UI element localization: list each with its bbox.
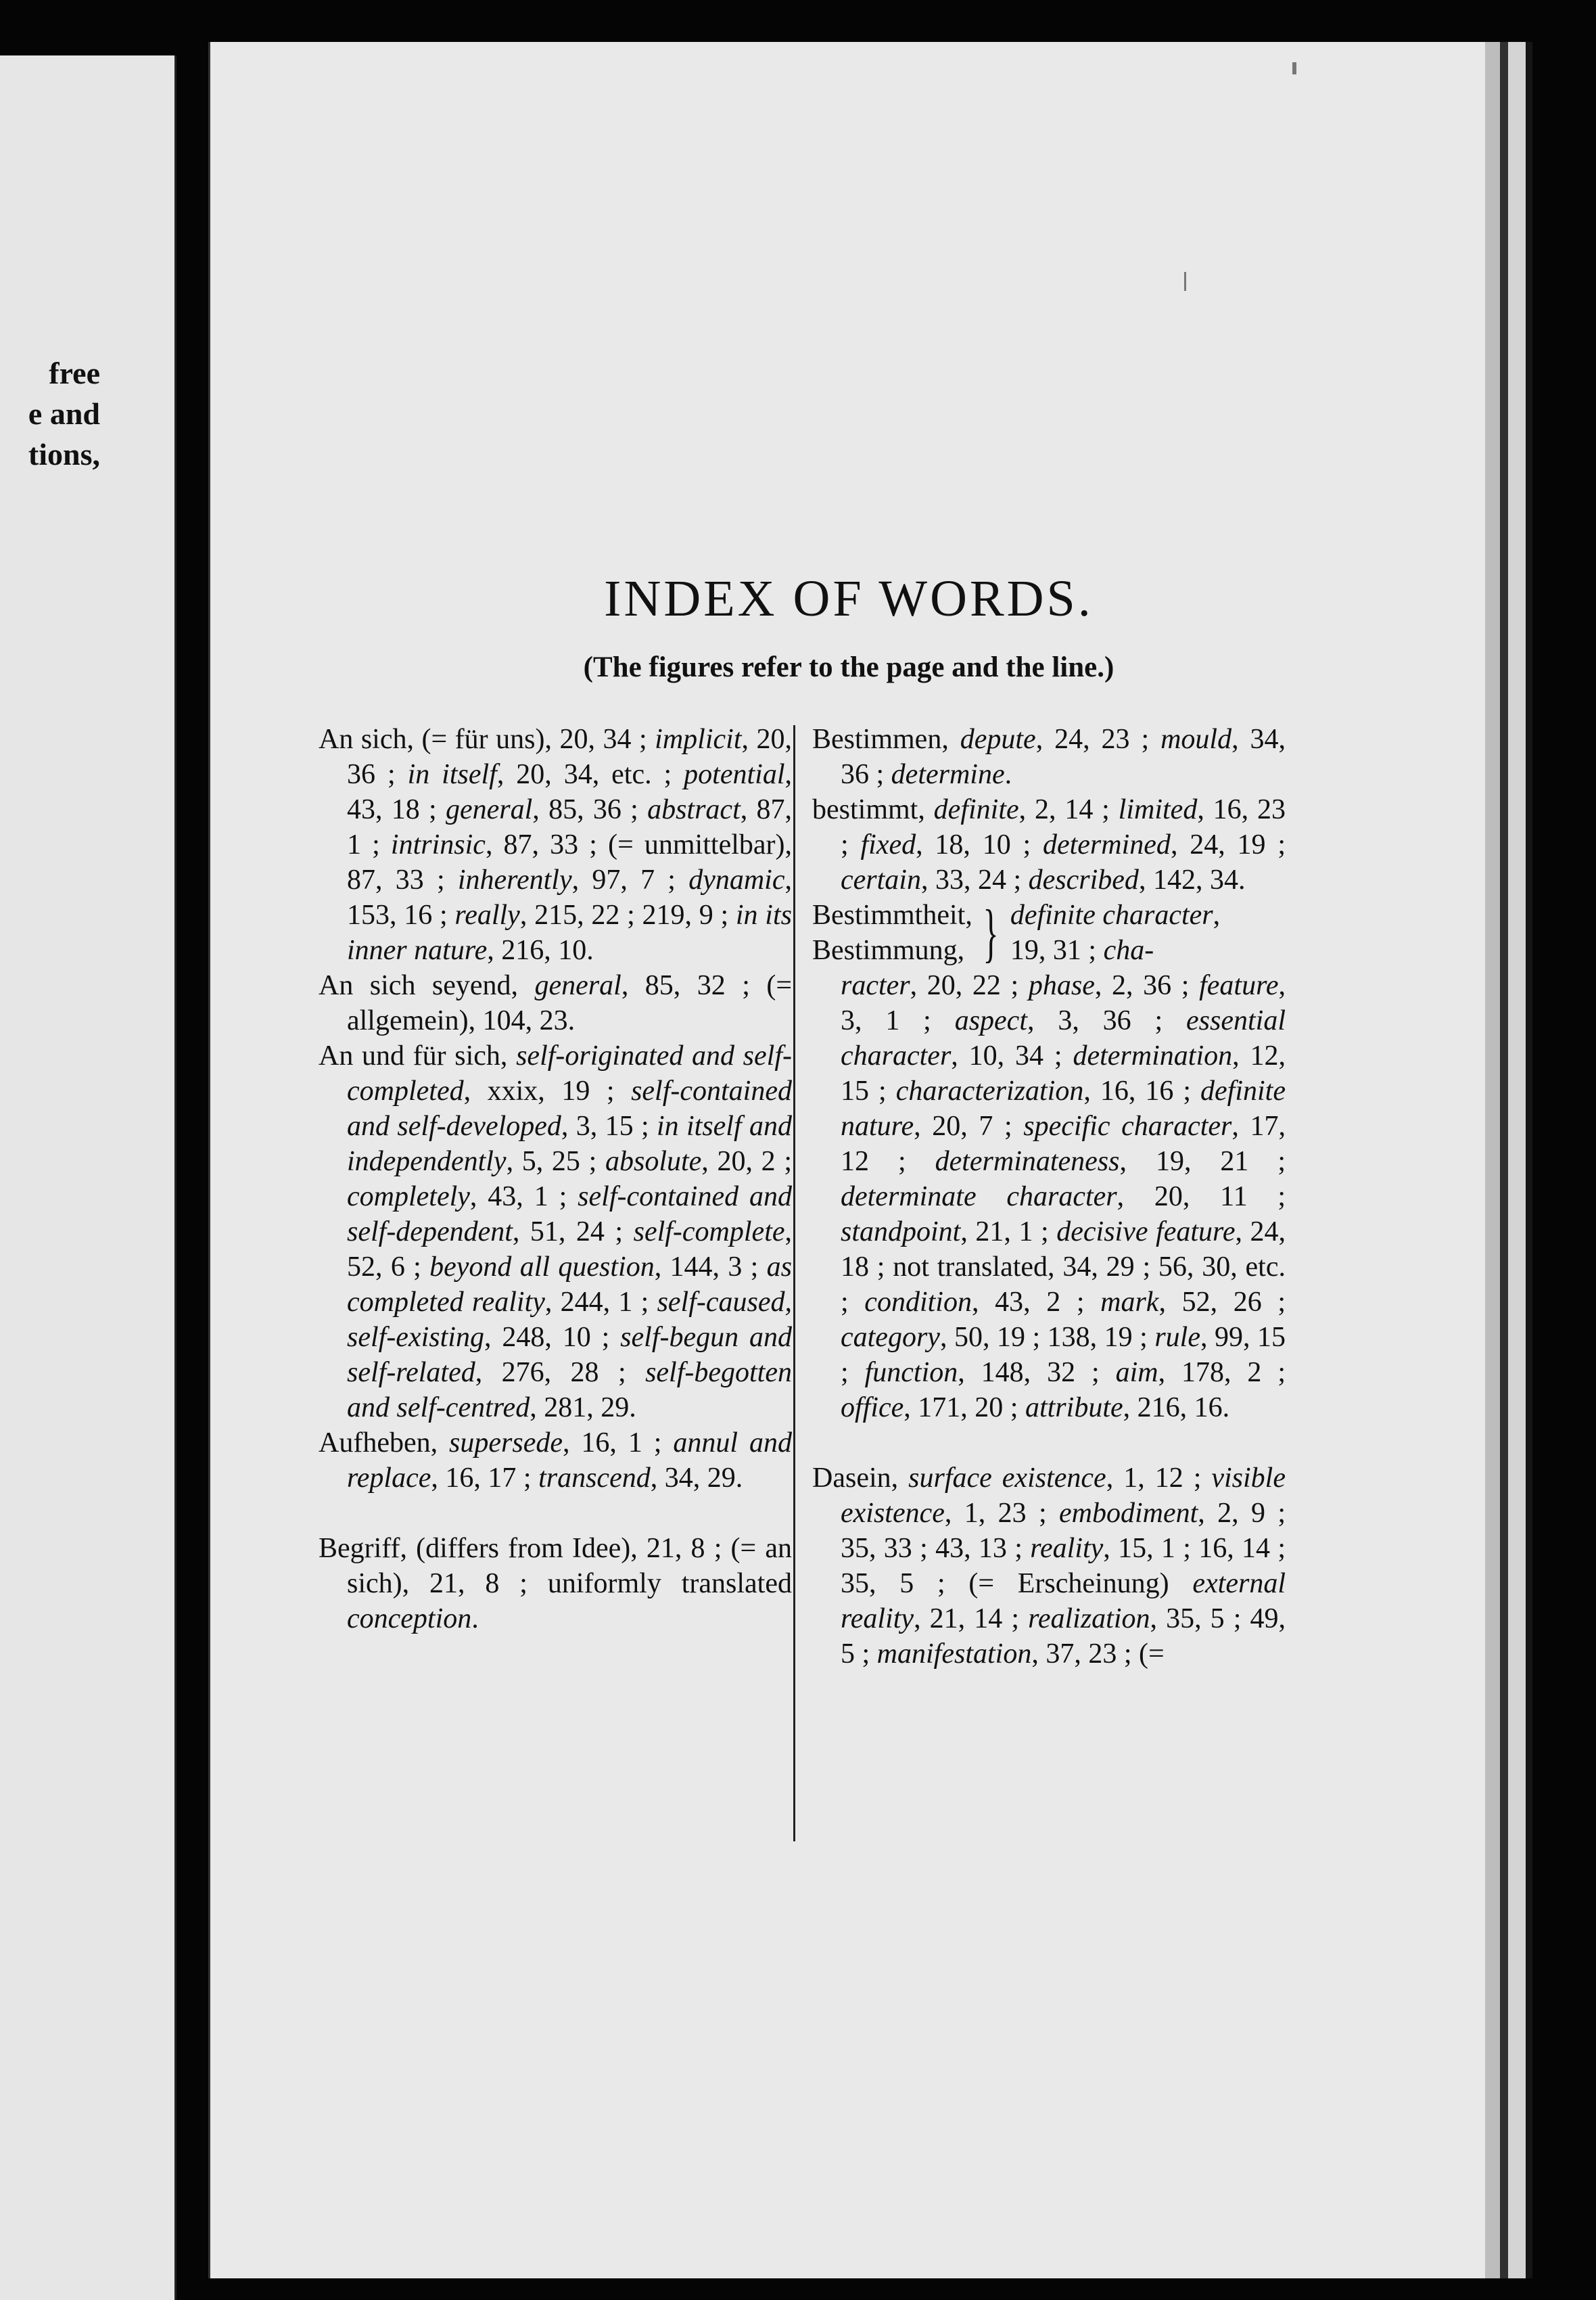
- index-page: [208, 42, 1487, 2278]
- index-entry: An sich, (= für uns), 20, 34 ; implicit, 20, 36 ; in itself, 20, 34, etc. ; potential, 43, 18 ; general, 85, 36 ; abstract, 87, 1 ; intrinsic, 87, 33 ; (= unmittelbar), 87, 33 ; inherently, 97, 7 ; dynamic, 153, 16 ; really, 215, 22 ; 219, 9 ; in its inner nature, 216, 10.: [319, 724, 793, 966]
- brace-symbol: }: [983, 896, 999, 969]
- facing-page-line: free: [49, 356, 100, 390]
- book-spine-shadow: [1500, 42, 1508, 2278]
- brace-definitions: [1010, 898, 1220, 968]
- facing-page-edge: [0, 55, 177, 2300]
- brace-definition-first: definite character,: [1010, 900, 1221, 931]
- index-entry: Dasein, surface existence, 1, 12 ; visible existence, 1, 23 ; embodiment, 2, 9 ; 35, 33 ; 43, 13 ; reality, 15, 1 ; 16, 14 ; 35, 5 ; (= Erscheinung) external reality, 21, 14 ; realization, 35, 5 ; 49, 5 ; manifestation, 37, 23 ; (=: [812, 1463, 1286, 1670]
- index-column-right: [812, 722, 1286, 1672]
- brace-headwords: [812, 898, 972, 968]
- index-entry: Aufheben, supersede, 16, 1 ; annul and replace, 16, 17 ; transcend, 34, 29.: [319, 1427, 792, 1494]
- column-divider: [793, 725, 795, 1841]
- brace-headword: Bestimmtheit,: [812, 900, 972, 931]
- paper-speck: [1292, 62, 1296, 74]
- index-entry: An und für sich, self-originated and self-completed, xxix, 19 ; self-contained and self-developed, 3, 15 ; in itself and independently, 5, 25 ; absolute, 20, 2 ; completely, 43, 1 ; self-contained and self-dependent, 51, 24 ; self-complete, 52, 6 ; beyond all question, 144, 3 ; as completed reality, 244, 1 ; self-caused, self-existing, 248, 10 ; self-begun and self-related, 276, 28 ; self-begotten and self-centred, 281, 29.: [319, 1040, 793, 1423]
- facing-page-text-fragment: [1, 353, 100, 475]
- book-spine-edge: [1485, 42, 1500, 2278]
- index-column-left: [319, 722, 792, 1636]
- facing-page-line: tions,: [28, 437, 100, 472]
- facing-page-line: e and: [28, 396, 100, 431]
- paper-speck: [1184, 272, 1186, 291]
- brace-headword: Bestimmung,: [812, 935, 965, 966]
- index-entry: Begriff, (differs from Idee), 21, 8 ; (= an sich), 21, 8 ; uniformly translated conception.: [319, 1533, 792, 1634]
- index-entry: bestimmt, definite, 2, 14 ; limited, 16, 23 ; fixed, 18, 10 ; determined, 24, 19 ; certain, 33, 24 ; described, 142, 34.: [812, 794, 1286, 896]
- index-entry-bestimmtheit-bestimmung: [812, 898, 1286, 1425]
- book-page-stack: [1508, 42, 1526, 2278]
- index-entry: An sich seyend, general, 85, 32 ; (= allgemein), 104, 23.: [319, 970, 793, 1036]
- page-title: INDEX OF WORDS.: [604, 570, 1094, 627]
- brace-entry-continuation: racter, 20, 22 ; phase, 2, 36 ; feature, 3, 1 ; aspect, 3, 36 ; essential character, 10, 34 ; determination, 12, 15 ; characterization, 16, 16 ; definite nature, 20, 7 ; specific character, 17, 12 ; determinateness, 19, 21 ; determinate character, 20, 11 ; standpoint, 21, 1 ; decisive feature, 24, 18 ; not translated, 34, 29 ; 56, 30, etc. ; condition, 43, 2 ; mark, 52, 26 ; category, 50, 19 ; 138, 19 ; rule, 99, 15 ; function, 148, 32 ; aim, 178, 2 ; office, 171, 20 ; attribute, 216, 16.: [841, 970, 1286, 1423]
- page-subtitle: (The figures refer to the page and the line.): [583, 651, 1114, 683]
- index-entry: Bestimmen, depute, 24, 23 ; mould, 34, 36 ; determine.: [812, 724, 1286, 790]
- book-page-stack-shadow: [1526, 42, 1532, 2278]
- brace-definition-second: 19, 31 ; cha-: [1010, 935, 1154, 966]
